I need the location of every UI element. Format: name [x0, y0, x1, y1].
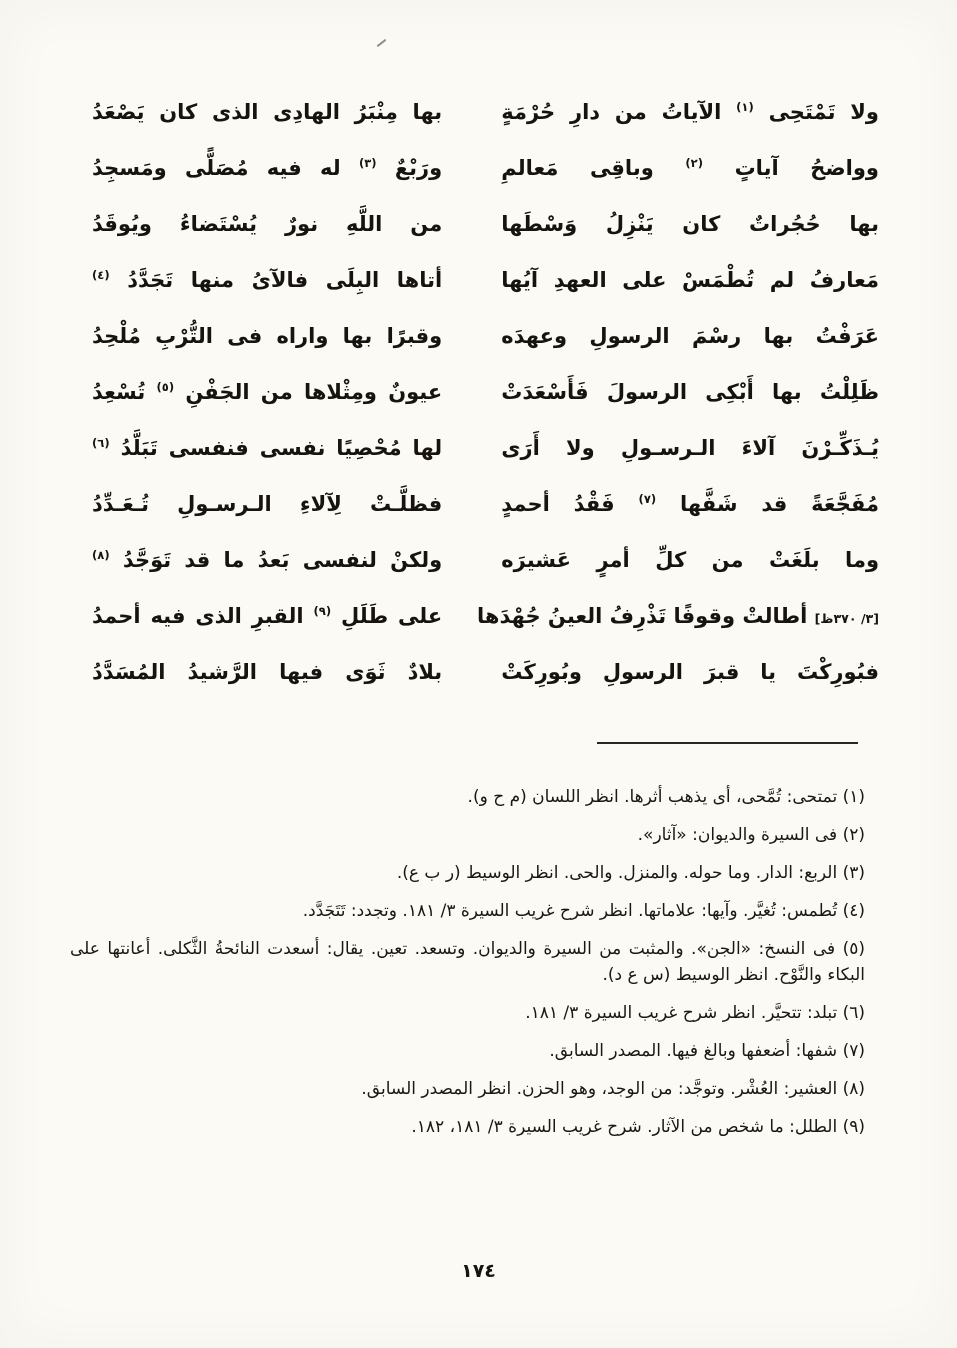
hemistich-second: عيونٌ ومِثْلاها من الجَفْنِ $^{(٥)}$ تُسْعِدُ [92, 379, 443, 404]
poem [92, 0, 879, 700]
hemistich-first: بها حُجُراتٌ كان يَنْزِلُ وَسْطَها [501, 211, 879, 236]
hemistich-second: بها مِنْبَرُ الهادِى الذى كان يَصْعَدُ [92, 99, 443, 124]
verse-row [92, 588, 879, 644]
hemistich-second: بلادٌ ثَوَى فيها الرَّشيدُ المُسَدَّدُ [92, 659, 443, 684]
footnote-item: (٩) الطلل: ما شخص من الآثار. شرح غريب السيرة ٣/ ١٨١، ١٨٢. [411, 1117, 865, 1137]
hemistich-first: عَرَفْتُ بها رسْمَ الرسولِ وعهدَه [501, 323, 879, 348]
footnotes-section [70, 784, 865, 1140]
verse-row [92, 420, 879, 476]
footnote-item: (٦) تبلد: تتحيَّر. انظر شرح غريب السيرة ٣/ ١٨١. [525, 1003, 865, 1023]
verse-row [92, 308, 879, 364]
verse-row [92, 532, 879, 588]
footnote-item: (١) تمتحى: تُمَّحى، أى يذهب أثرها. انظر اللسان (م ح و). [467, 787, 865, 807]
hemistich-second: من اللَّهِ نورٌ يُسْتَضاءُ ويُوقَدُ [92, 211, 443, 236]
verse-row [92, 196, 879, 252]
hemistich-first: يُـذَكِّـرْنَ آلاءَ الـرسـولِ ولا أَرَى [501, 435, 879, 460]
verse-row [92, 476, 879, 532]
verse-row [92, 252, 879, 308]
hemistich-second: لها مُحْصِيًا نفسى فنفسى تَبَلَّدُ $^{(٦)}$ [92, 435, 443, 460]
verse-row [92, 644, 879, 700]
footnote-item: (٢) فى السيرة والديوان: «آثار». [637, 825, 865, 845]
footnote-item: (٨) العشير: العُشْر. وتوجَّد: من الوجد، وهو الحزن. انظر المصدر السابق. [361, 1079, 865, 1099]
hemistich-second: ولكنْ لنفسى بَعدُ ما قد تَوَجَّدُ $^{(٨)}$ [92, 547, 443, 572]
footnote-item: (٣) الربع: الدار. وما حوله. والمنزل. والحى. انظر الوسيط (ر ب ع). [396, 863, 865, 883]
hemistich-second: أتاها البِلَى فالآىُ منها تَجَدَّدُ $^{(٤)}$ [92, 267, 443, 292]
hemistich-first: ولا تَمْتَحِى $^{(١)}$ الآياتُ من دارِ حُرْمَةٍ [501, 99, 879, 124]
hemistich-first: فبُورِكْتَ يا قبرَ الرسولِ وبُورِكَتْ [501, 659, 879, 684]
page-number: ١٧٤ [461, 1260, 496, 1282]
hemistich-first: [٣/ ٣٧٠ظ] أطالتْ وقوفًا تَذْرِفُ العينُ جُهْدَها [477, 603, 879, 628]
hemistich-second: ورَبْعٌ $^{(٣)}$ له فيه مُصَلًّى ومَسجِدُ [92, 155, 443, 180]
hemistich-second: وقبرًا بها واراه فى التُّرْبِ مُلْحِدُ [92, 323, 443, 348]
footnote-item: (٧) شفها: أضعفها وبالغ فيها. المصدر السابق. [549, 1041, 865, 1061]
footnote-separator [597, 742, 858, 744]
hemistich-first: ظَلِلْتُ بها أَبْكِى الرسولَ فَأَسْعَدَتْ [501, 379, 879, 404]
hemistich-second: فظلَّـتْ لِآلاءِ الـرسـولِ تُـعَـدِّدُ [92, 491, 443, 516]
hemistich-first: وواضحُ آياتٍ $^{(٢)}$ وباقِى مَعالمِ [501, 155, 879, 180]
verse-row [92, 140, 879, 196]
hemistich-first: مَعارفُ لم تُطْمَسْ على العهدِ آيُها [501, 267, 879, 292]
verse-row [92, 84, 879, 140]
hemistich-second: على طَلَلِ $^{(٩)}$ القبرِ الذى فيه أحمدُ [92, 603, 443, 628]
hemistich-first: مُفَجَّعَةً قد شَفَّها $^{(٧)}$ فَقْدُ أحمدٍ [501, 491, 879, 516]
hemistich-first: وما بلَغَتْ من كلِّ أمرٍ عَشيرَه [501, 547, 879, 572]
footnote-item: (٥) فى النسخ: «الجن». والمثبت من السيرة والديوان. وتسعد. تعين. يقال: أسعدت النائحةُ الثَّكلى. أعانتها على البكاء والنَّوْح. انظر الوسيط (س ع د). [70, 939, 865, 985]
verse-row [92, 364, 879, 420]
footnote-item: (٤) تُطمس: تُغيَّر. وآيها: علاماتها. انظر شرح غريب السيرة ٣/ ١٨١. وتجدد: تَتَجَدَّد. [302, 901, 865, 921]
